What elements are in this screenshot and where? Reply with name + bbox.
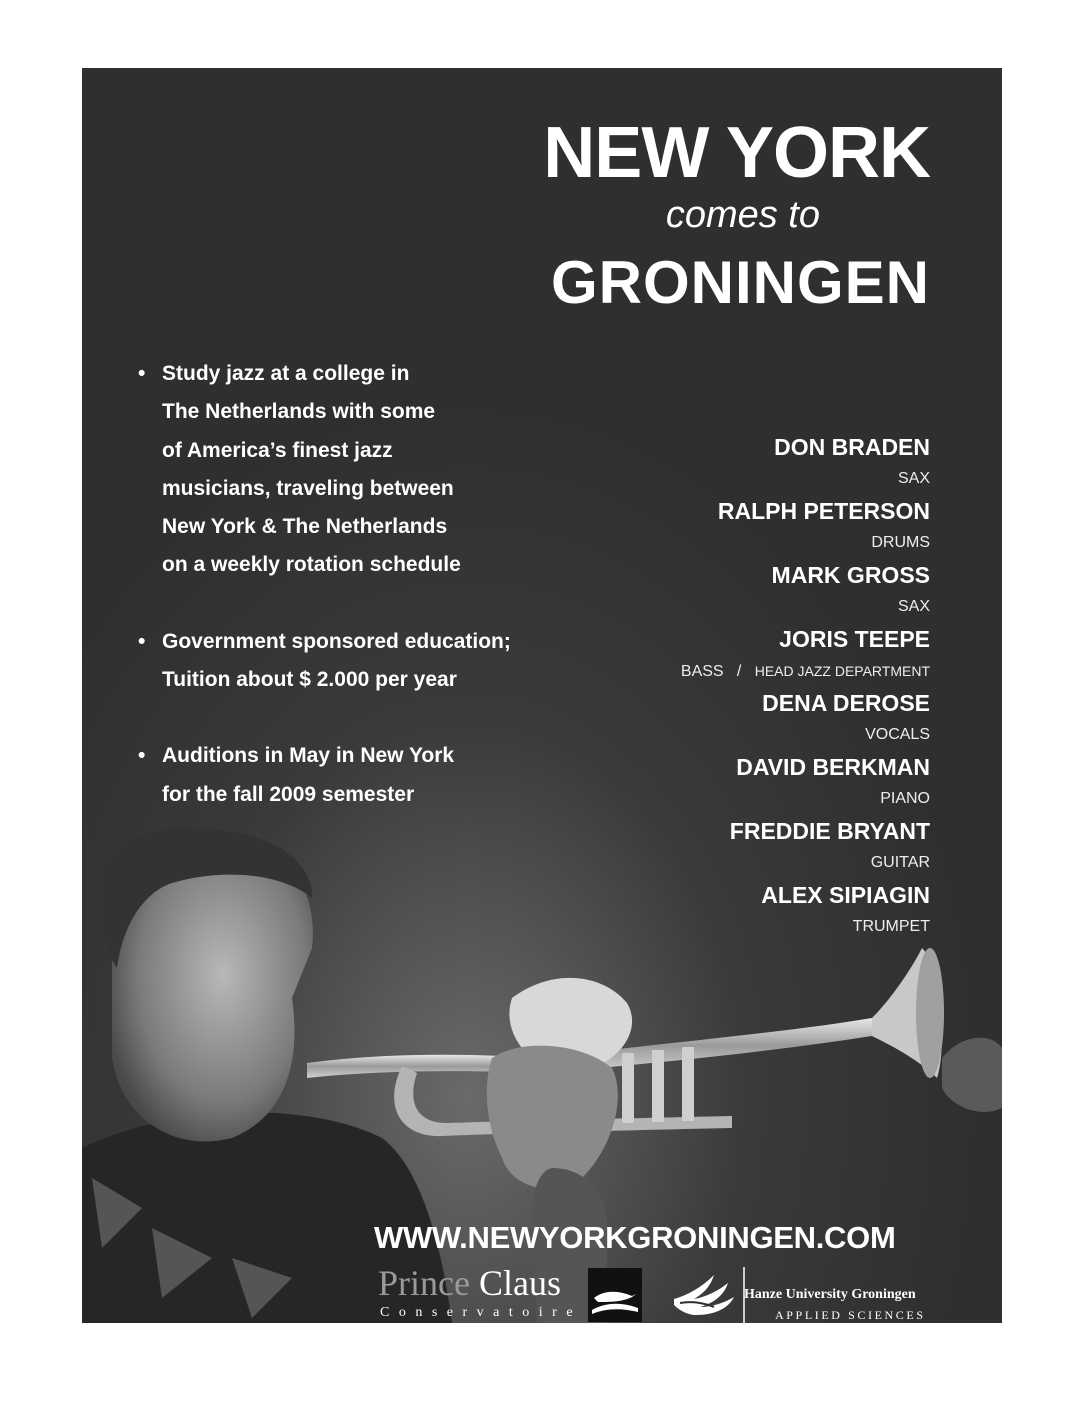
- bullet-line: The Netherlands with some: [162, 400, 436, 424]
- prince-claus-wordmark: [378, 1263, 561, 1303]
- bullet-line: for the fall 2009 semester: [162, 782, 415, 806]
- musician-instrument: VOCALS: [865, 726, 930, 743]
- bird-wave-icon: [588, 1268, 642, 1322]
- headline-groningen: GRONINGEN: [550, 249, 930, 316]
- musician-name: DON BRADEN: [774, 434, 930, 460]
- musician-name: RALPH PETERSON: [717, 498, 930, 524]
- logo-claus-text: Claus: [478, 1263, 561, 1303]
- bullet-marker: •: [138, 629, 146, 653]
- musician-role: HEAD JAZZ DEPARTMENT: [754, 663, 930, 679]
- flame-wing-icon: [670, 1265, 748, 1323]
- headline-comes-to: comes to: [665, 194, 820, 236]
- musician-name: JORIS TEEPE: [779, 626, 930, 652]
- musician-name: MARK GROSS: [771, 562, 930, 588]
- musician-roster: [530, 430, 930, 942]
- hanze-applied-sciences: APPLIED SCIENCES: [775, 1308, 926, 1322]
- bullet-line: New York & The Netherlands: [162, 515, 448, 539]
- hanze-university-name: Hanze University Groningen: [744, 1287, 916, 1302]
- bullet-item: [138, 737, 598, 814]
- logo-prince-text: Prince: [378, 1263, 470, 1303]
- musician-instrument: PIANO: [880, 790, 930, 807]
- musician-instrument: SAX: [897, 470, 930, 487]
- musician-name: DAVID BERKMAN: [736, 754, 930, 780]
- musician-name: FREDDIE BRYANT: [729, 818, 930, 844]
- slash-separator: /: [728, 663, 751, 680]
- bullet-line: on a weekly rotation schedule: [162, 553, 461, 577]
- bullet-line: of America’s finest jazz: [162, 438, 393, 462]
- bullet-line: Auditions in May in New York: [162, 744, 455, 768]
- musician-name: ALEX SIPIAGIN: [761, 882, 930, 908]
- musician-instrument: BASS: [680, 663, 724, 680]
- bullet-line: Study jazz at a college in: [162, 362, 410, 385]
- logo-conservatoire-text: Conservatoire: [380, 1305, 583, 1320]
- bullet-line: Government sponsored education;: [162, 629, 511, 653]
- bullet-line: musicians, traveling between: [162, 476, 454, 500]
- bullet-item: [138, 623, 598, 700]
- bullet-list: [138, 355, 598, 814]
- headline-new-york: NEW YORK: [543, 113, 930, 193]
- bullet-marker: •: [138, 362, 146, 385]
- bullet-item: [138, 355, 598, 585]
- musician-instrument: GUITAR: [870, 854, 930, 871]
- bullet-marker: •: [138, 744, 146, 768]
- musician-name: DENA DEROSE: [762, 690, 930, 716]
- musician-instrument: TRUMPET: [852, 918, 930, 935]
- website-url[interactable]: WWW.NEWYORKGRONINGEN.COM: [374, 1220, 896, 1255]
- musician-instrument: DRUMS: [871, 534, 930, 551]
- poster: [82, 68, 1002, 1323]
- musician-instrument: SAX: [897, 598, 930, 615]
- bullet-line: Tuition about $ 2.000 per year: [162, 668, 457, 692]
- musician-instrument-role: [530, 656, 930, 686]
